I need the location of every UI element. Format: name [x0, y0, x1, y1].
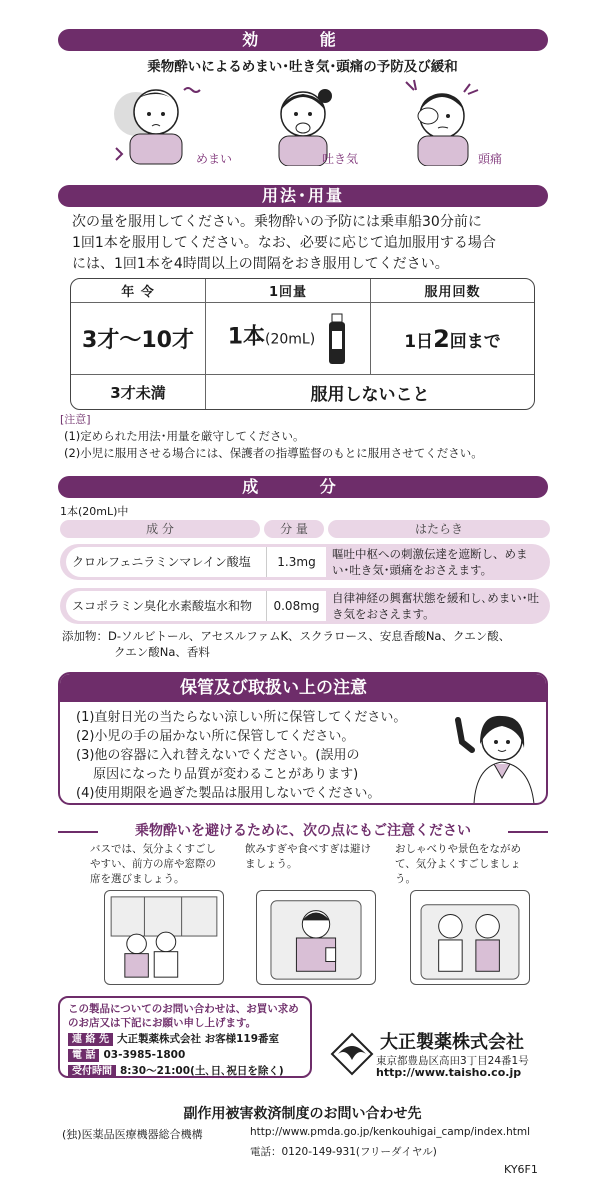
tips-header	[58, 822, 548, 840]
storage-box	[58, 672, 548, 805]
company-url[interactable]: http://www.taisho.co.jp	[376, 1066, 522, 1079]
product-code: KY6F1	[504, 1163, 538, 1176]
pharmacist-illustration	[450, 704, 540, 804]
company-address: 東京都豊島区高田3丁目24番1号	[376, 1055, 529, 1067]
storage-item: (2)小児の手の届かない所に保管してください。	[76, 729, 355, 744]
ingredient-effect: 嘔吐中枢への刺激伝達を遮断し、めまい･吐き気･頭痛をおさえます。	[332, 547, 528, 577]
eating-child-illustration	[256, 890, 376, 985]
dosage-col-age: 年 令	[71, 279, 206, 303]
relief-url[interactable]: http://www.pmda.go.jp/kenkouhigai_camp/index.html	[250, 1126, 531, 1138]
efficacy-summary: 乗物酔いによるめまい･吐き気･頭痛の予防及び緩和	[147, 59, 458, 75]
contact-value: 大正製薬株式会社 お客様119番室	[116, 1033, 280, 1045]
symptom-nausea-label: 吐き気	[322, 152, 359, 166]
bus-seat-illustration	[104, 890, 224, 985]
dosage-age-under3: 3才未満	[71, 375, 206, 409]
dosage-times-num: 2	[433, 324, 450, 353]
ingredients-per: 1本(20mL)中	[60, 505, 129, 518]
dosage-amount-sub: (20mL)	[265, 331, 316, 347]
contact-tag: 連 絡 先	[68, 1033, 113, 1046]
symptom-dizziness-label: めまい	[196, 152, 233, 166]
storage-item: (3)他の容器に入れ替えないでください。(誤用の	[76, 748, 360, 763]
hours-value: 8:30～21:00(土､日､祝日を除く)	[120, 1065, 284, 1077]
dosage-line: 次の量を服用してください。乗物酔いの予防には乗車船30分前に	[72, 214, 482, 230]
ingredient-row	[60, 544, 550, 580]
storage-items	[76, 708, 406, 803]
dosage-age-value: 3才～10才	[71, 303, 206, 375]
dosage-instructions	[72, 212, 496, 275]
tip-text: バスでは、気分よくすごしやすい、前方の席や窓際の席を選びましょう。	[90, 843, 216, 885]
dosage-table	[70, 278, 535, 410]
company-name: 大正製薬株式会社	[380, 1032, 524, 1053]
ingredients-header: 成 分	[58, 476, 548, 498]
dosage-col-amount: 1回量	[206, 279, 371, 303]
tips-header-text: 乗物酔いを避けるために、次の点にもご注意ください	[135, 823, 471, 839]
ingredient-effect: 自律神経の興奮状態を緩和し､めまい･吐き気をおさえます。	[332, 591, 539, 621]
storage-item: (4)使用期限を過ぎた製品は服用しないでください。	[76, 786, 381, 801]
ingredients-col-amount: 分 量	[264, 520, 324, 538]
additives	[62, 628, 510, 660]
contact-box	[58, 996, 312, 1078]
hours-tag: 受付時間	[68, 1065, 116, 1078]
dosage-line: には、1回1本を4時間以上の間隔をおき服用してください。	[72, 256, 449, 272]
chatting-children-illustration	[410, 890, 530, 985]
ingredients-col-name: 成 分	[60, 520, 260, 538]
eagle-logo-icon	[328, 1030, 376, 1078]
efficacy-header: 効 能	[58, 29, 548, 51]
additives-line1: D-ソルビトール、アセスルファムK、スクラロース、安息香酸Na、クエン酸、	[108, 629, 511, 643]
storage-item: 原因になったり品質が変わることがあります)	[76, 767, 359, 782]
additives-line2: クエン酸Na、香料	[114, 645, 210, 659]
dosage-notes	[64, 428, 483, 462]
headache-child-illustration	[400, 76, 486, 166]
tips-line-left	[58, 831, 98, 833]
dosage-note: (2)小児に服用させる場合には、保護者の指導監督のもとに服用させてください。	[64, 446, 483, 460]
ingredient-name: クロルフェニラミンマレイン酸塩	[66, 547, 266, 577]
tips-line-right	[508, 831, 548, 833]
ingredient-amount: 0.08mg	[266, 591, 326, 621]
ingredient-name: スコポラミン臭化水素酸塩水和物	[66, 591, 266, 621]
dosage-times-a: 1日	[404, 331, 434, 352]
storage-header: 保管及び取扱い上の注意	[60, 674, 546, 702]
dosage-amount-cell	[206, 303, 371, 375]
relief-phone: 電話：0120-149-931(フリーダイヤル)	[250, 1146, 437, 1158]
contact-intro: この製品についてのお問い合わせは、お買い求めのお店又は下記にお願い申し上げます。	[68, 1003, 299, 1029]
dosage-times-cell	[371, 303, 534, 375]
dosage-col-times: 服用回数	[371, 279, 534, 303]
relief-title: 副作用被害救済制度のお問い合わせ先	[183, 1106, 422, 1122]
dosage-notes-label: [注意]	[60, 413, 91, 426]
phone-tag: 電 話	[68, 1049, 99, 1062]
tip-text: おしゃべりや景色をながめて、気分よくすごしましょう。	[395, 843, 521, 885]
storage-item: (1)直射日光の当たらない涼しい所に保管してください。	[76, 710, 407, 725]
ingredient-row	[60, 588, 550, 624]
additives-label: 添加物：	[62, 629, 108, 643]
tip-text: 飲みすぎや食べすぎは避けましょう。	[245, 843, 371, 870]
bottle-icon	[326, 313, 348, 365]
phone-value: 03-3985-1800	[103, 1049, 186, 1061]
dosage-amount-main: 1本	[227, 324, 266, 349]
dosage-header: 用法･用量	[58, 185, 548, 207]
symptom-headache-label: 頭痛	[478, 152, 503, 166]
relief-org: (独)医薬品医療機器総合機構	[62, 1128, 203, 1141]
dosage-note: (1)定められた用法･用量を厳守してください。	[64, 429, 305, 443]
ingredients-col-effect: はたらき	[328, 520, 550, 538]
dosage-line: 1回1本を服用してください。なお、必要に応じて追加服用する場合	[72, 235, 496, 251]
ingredient-amount: 1.3mg	[266, 547, 326, 577]
dosage-times-b: 回まで	[449, 331, 501, 352]
dosage-do-not-take: 服用しないこと	[310, 384, 430, 405]
